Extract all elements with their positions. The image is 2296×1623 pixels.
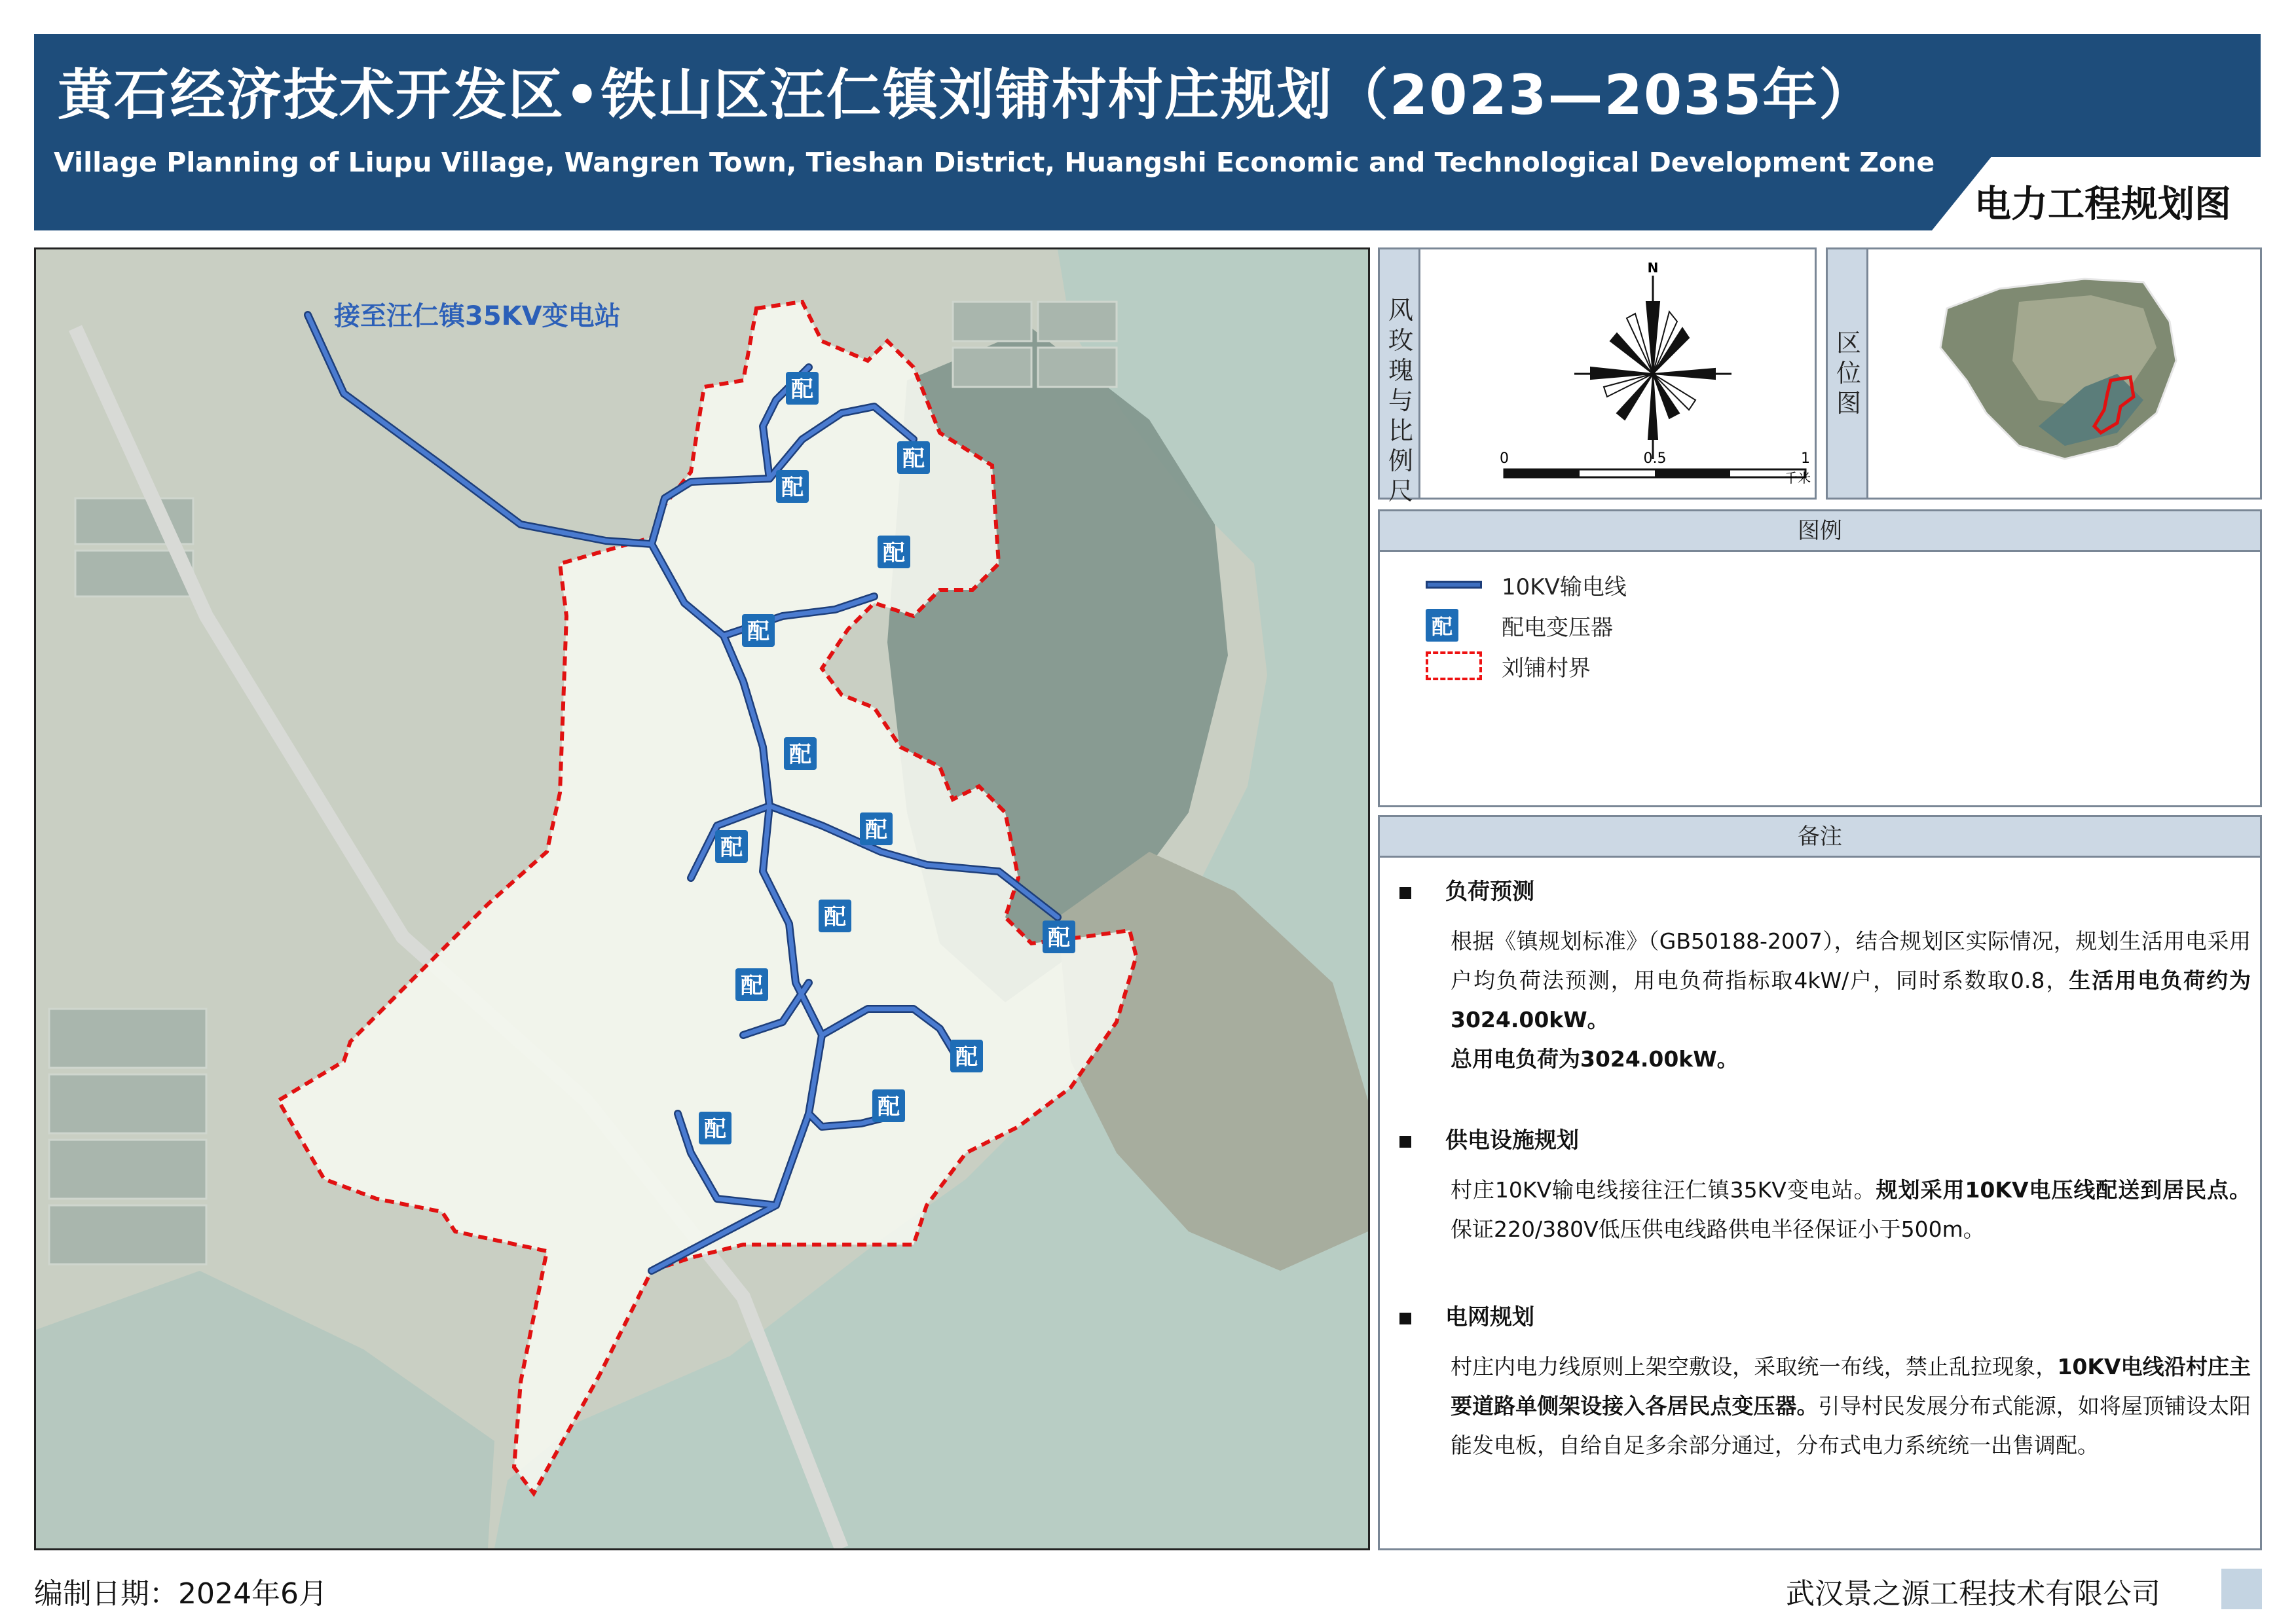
legend-item-power-line: 10KV输电线 [1426,565,1627,604]
svg-text:配: 配 [747,619,769,645]
wind-rose-graphic [1420,249,1815,498]
page-title: 黄石经济技术开发区•铁山区汪仁镇刘铺村村庄规划（2023—2035年） [58,63,1876,127]
svg-text:配: 配 [883,540,905,566]
svg-text:配: 配 [720,835,743,861]
transformer-5[interactable] [742,614,775,647]
footer-mark [2221,1569,2262,1609]
legend-item-boundary: 刘铺村界 [1426,646,1591,685]
svg-text:配: 配 [789,742,811,768]
note-body-grid: 村庄内电力线原则上架空敷设，采取统一布线，禁止乱拉现象，10KV电线沿村庄主要道路单侧架设接入各居民点变压器。引导村民发展分布式能源，如将屋顶铺设太阳能发电板，自给自足多余部分通过，分布式电力系统统一出售调配。 [1451,1354,2251,1458]
wind-rose-panel-label: 风玫瑰与比例尺 [1388,296,1413,505]
company-name: 武汉景之源工程技术有限公司 [1786,1577,2160,1611]
note-body-load: 根据《镇规划标准》（GB50188-2007），结合规划区实际情况，规划生活用电采用户均负荷法预测，用电负荷指标取4kW/户，同时系数取0.8，生活用电负荷约为3024.00kW。 总用电负荷为3024.00kW。 [1451,928,2251,1072]
transformer-14[interactable] [699,1112,731,1144]
transformer-8[interactable] [860,812,893,845]
svg-text:配: 配 [791,376,813,403]
map-canvas[interactable] [36,249,1368,1548]
scale-tick-1: 1 [1801,450,1810,467]
transformer-4[interactable] [878,536,910,568]
scale-tick-0: 0 [1500,450,1509,467]
notes-title: 备注 [1380,817,2260,858]
note-heading-supply: 供电设施规划 [1399,1122,1579,1154]
transformer-icon: 配 [1426,609,1458,642]
svg-text:配: 配 [955,1044,978,1070]
map-panel[interactable] [34,247,1370,1550]
transformer-13[interactable] [872,1089,905,1122]
svg-text:配: 配 [902,446,925,472]
transformer-7[interactable] [715,830,748,863]
notes-panel [1378,815,2262,1550]
legend-panel [1378,509,2262,807]
scale-tick-0-5: 0.5 [1643,450,1667,467]
svg-text:配: 配 [781,475,804,501]
source-substation-label: 接至汪仁镇35KV变电站 [334,301,621,331]
sheet-title: 电力工程规划图 [1974,183,2231,226]
svg-text:配: 配 [704,1116,726,1142]
note-body-supply: 村庄10KV输电线接往汪仁镇35KV变电站。规划采用10KV电压线配送到居民点。保证220/380V低压供电线路供电半径保证小于500m。 [1451,1177,2251,1242]
svg-text:配: 配 [878,1094,900,1120]
note-heading-load: 负荷预测 [1399,873,1534,905]
transformer-12[interactable] [950,1040,983,1072]
svg-text:配: 配 [865,817,887,843]
compile-date: 编制日期：2024年6月 [34,1577,327,1611]
page-title-english: Village Planning of Liupu Village, Wangren Town, Tieshan District, Huangshi Economic and Technological Development Zone [54,147,1935,178]
transformer-10[interactable] [819,900,851,932]
transformer-2[interactable] [897,441,930,474]
transformer-3[interactable] [776,470,809,503]
power-line-swatch [1426,581,1482,589]
location-panel-label: 区位图 [1836,329,1861,418]
transformer-1[interactable] [786,372,819,405]
transformer-9[interactable] [1043,921,1075,953]
svg-text:配: 配 [741,973,763,999]
note-heading-grid: 电网规划 [1399,1299,1534,1331]
wind-rose-panel [1378,247,1817,505]
boundary-swatch [1426,651,1482,680]
svg-text:配: 配 [1048,925,1070,951]
transformer-11[interactable] [735,968,768,1001]
scale-unit: 千米 [1785,470,1811,486]
location-map[interactable] [1868,249,2260,498]
svg-text:配: 配 [824,904,846,930]
legend-item-transformer: 配 配电变压器 [1426,606,1613,645]
transformer-6[interactable] [784,737,817,770]
location-panel [1826,247,2262,500]
north-arrow-label: N [1647,260,1659,276]
legend-title: 图例 [1380,511,2260,552]
